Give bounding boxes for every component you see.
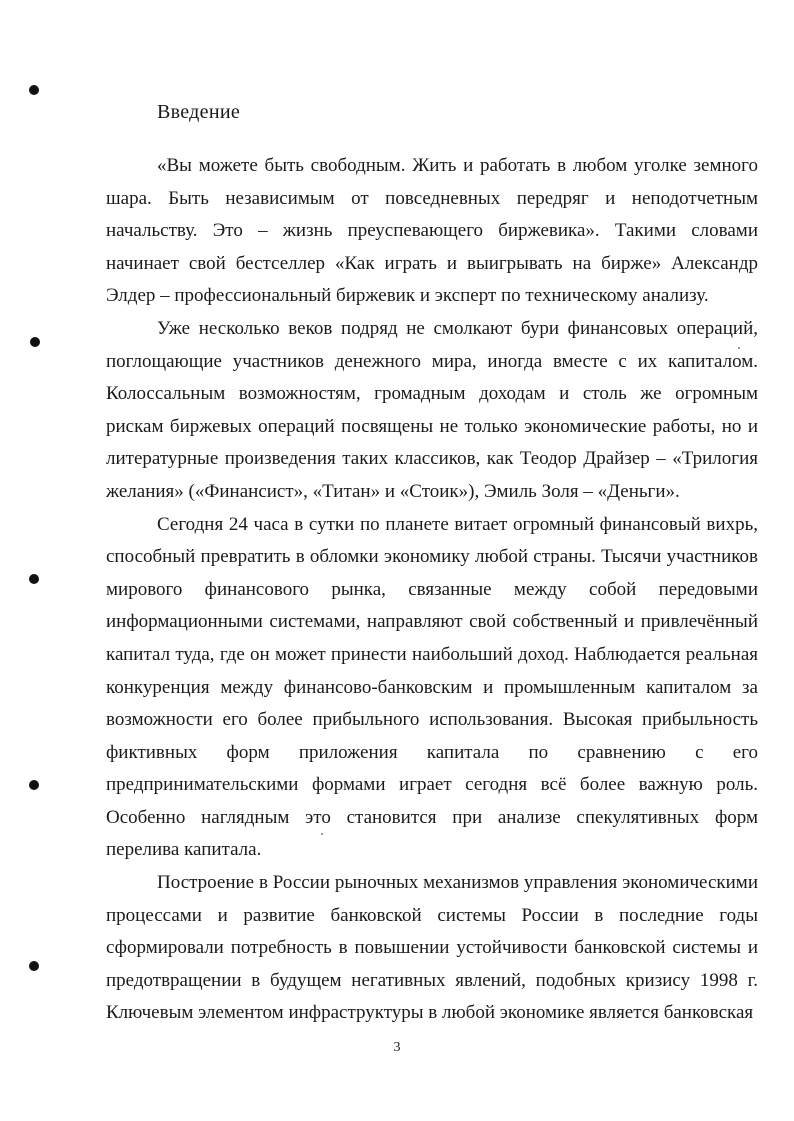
binding-hole-mark — [29, 961, 39, 971]
paragraph-epigraph-quote: «Вы можете быть свободным. Жить и работать в любом уголке земного шара. Быть независимым от повседневных передряг и неподотчетным начальству. Это – жизнь преуспевающего биржевика». Такими словами начинает свой бестселлер «Как играть и выигрывать на бирже» Александр Элдер – профессиональный биржевик и эксперт по техническому анализу. — [106, 155, 758, 307]
section-heading: Введение — [157, 101, 241, 123]
binding-hole-mark — [29, 574, 39, 584]
binding-hole-mark — [29, 85, 39, 95]
paragraph-financial-storms: Уже несколько веков подряд не смолкают бури финансовых операций, поглощающие участников денежного мира, иногда вместе с их капиталом. Колоссальным возможностям, громадным доходам и столь же огромным рискам биржевых операций посвящены не только экономические работы, но и литературные произведения таких классиков, как Теодор Драйзер – «Трилогия желания» («Финансист», «Титан» и «Стоик»), Эмиль Золя – «Деньги». — [106, 317, 758, 502]
paragraph-financial-whirlwind: Сегодня 24 часа в сутки по планете витает огромный финансовый вихрь, способный превратить в обломки экономику любой страны. Тысячи участников мирового финансового рынка, связанные между собой передовыми информационными системами, направляют свой собственный и привлечённый капитал туда, где он может принести наибольший доход. Наблюдается реальная конкуренция между финансово-банковским и промышленным капиталом за возможности его более прибыльного использования. Высокая прибыльность фиктивных форм приложения капитала по сравнению с его предпринимательскими формами играет сегодня всё более важную роль. Особенно наглядным это становится при анализе спекулятивных форм перелива капитала. — [106, 513, 758, 861]
paragraph-banking-system: Построение в России рыночных механизмов управления экономическими процессами и развитие банковской системы России в последние годы сформировали потребность в повышении устойчивости банковской системы и предотвращении в будущем негативных явлений, подобных кризису 1998 г. Ключевым элементом инфраструктуры в любой экономике является банковская — [106, 872, 758, 1024]
page-number: 3 — [393, 1040, 401, 1055]
binding-hole-mark — [30, 337, 40, 347]
body-text — [106, 150, 758, 1030]
binding-hole-mark — [29, 780, 39, 790]
